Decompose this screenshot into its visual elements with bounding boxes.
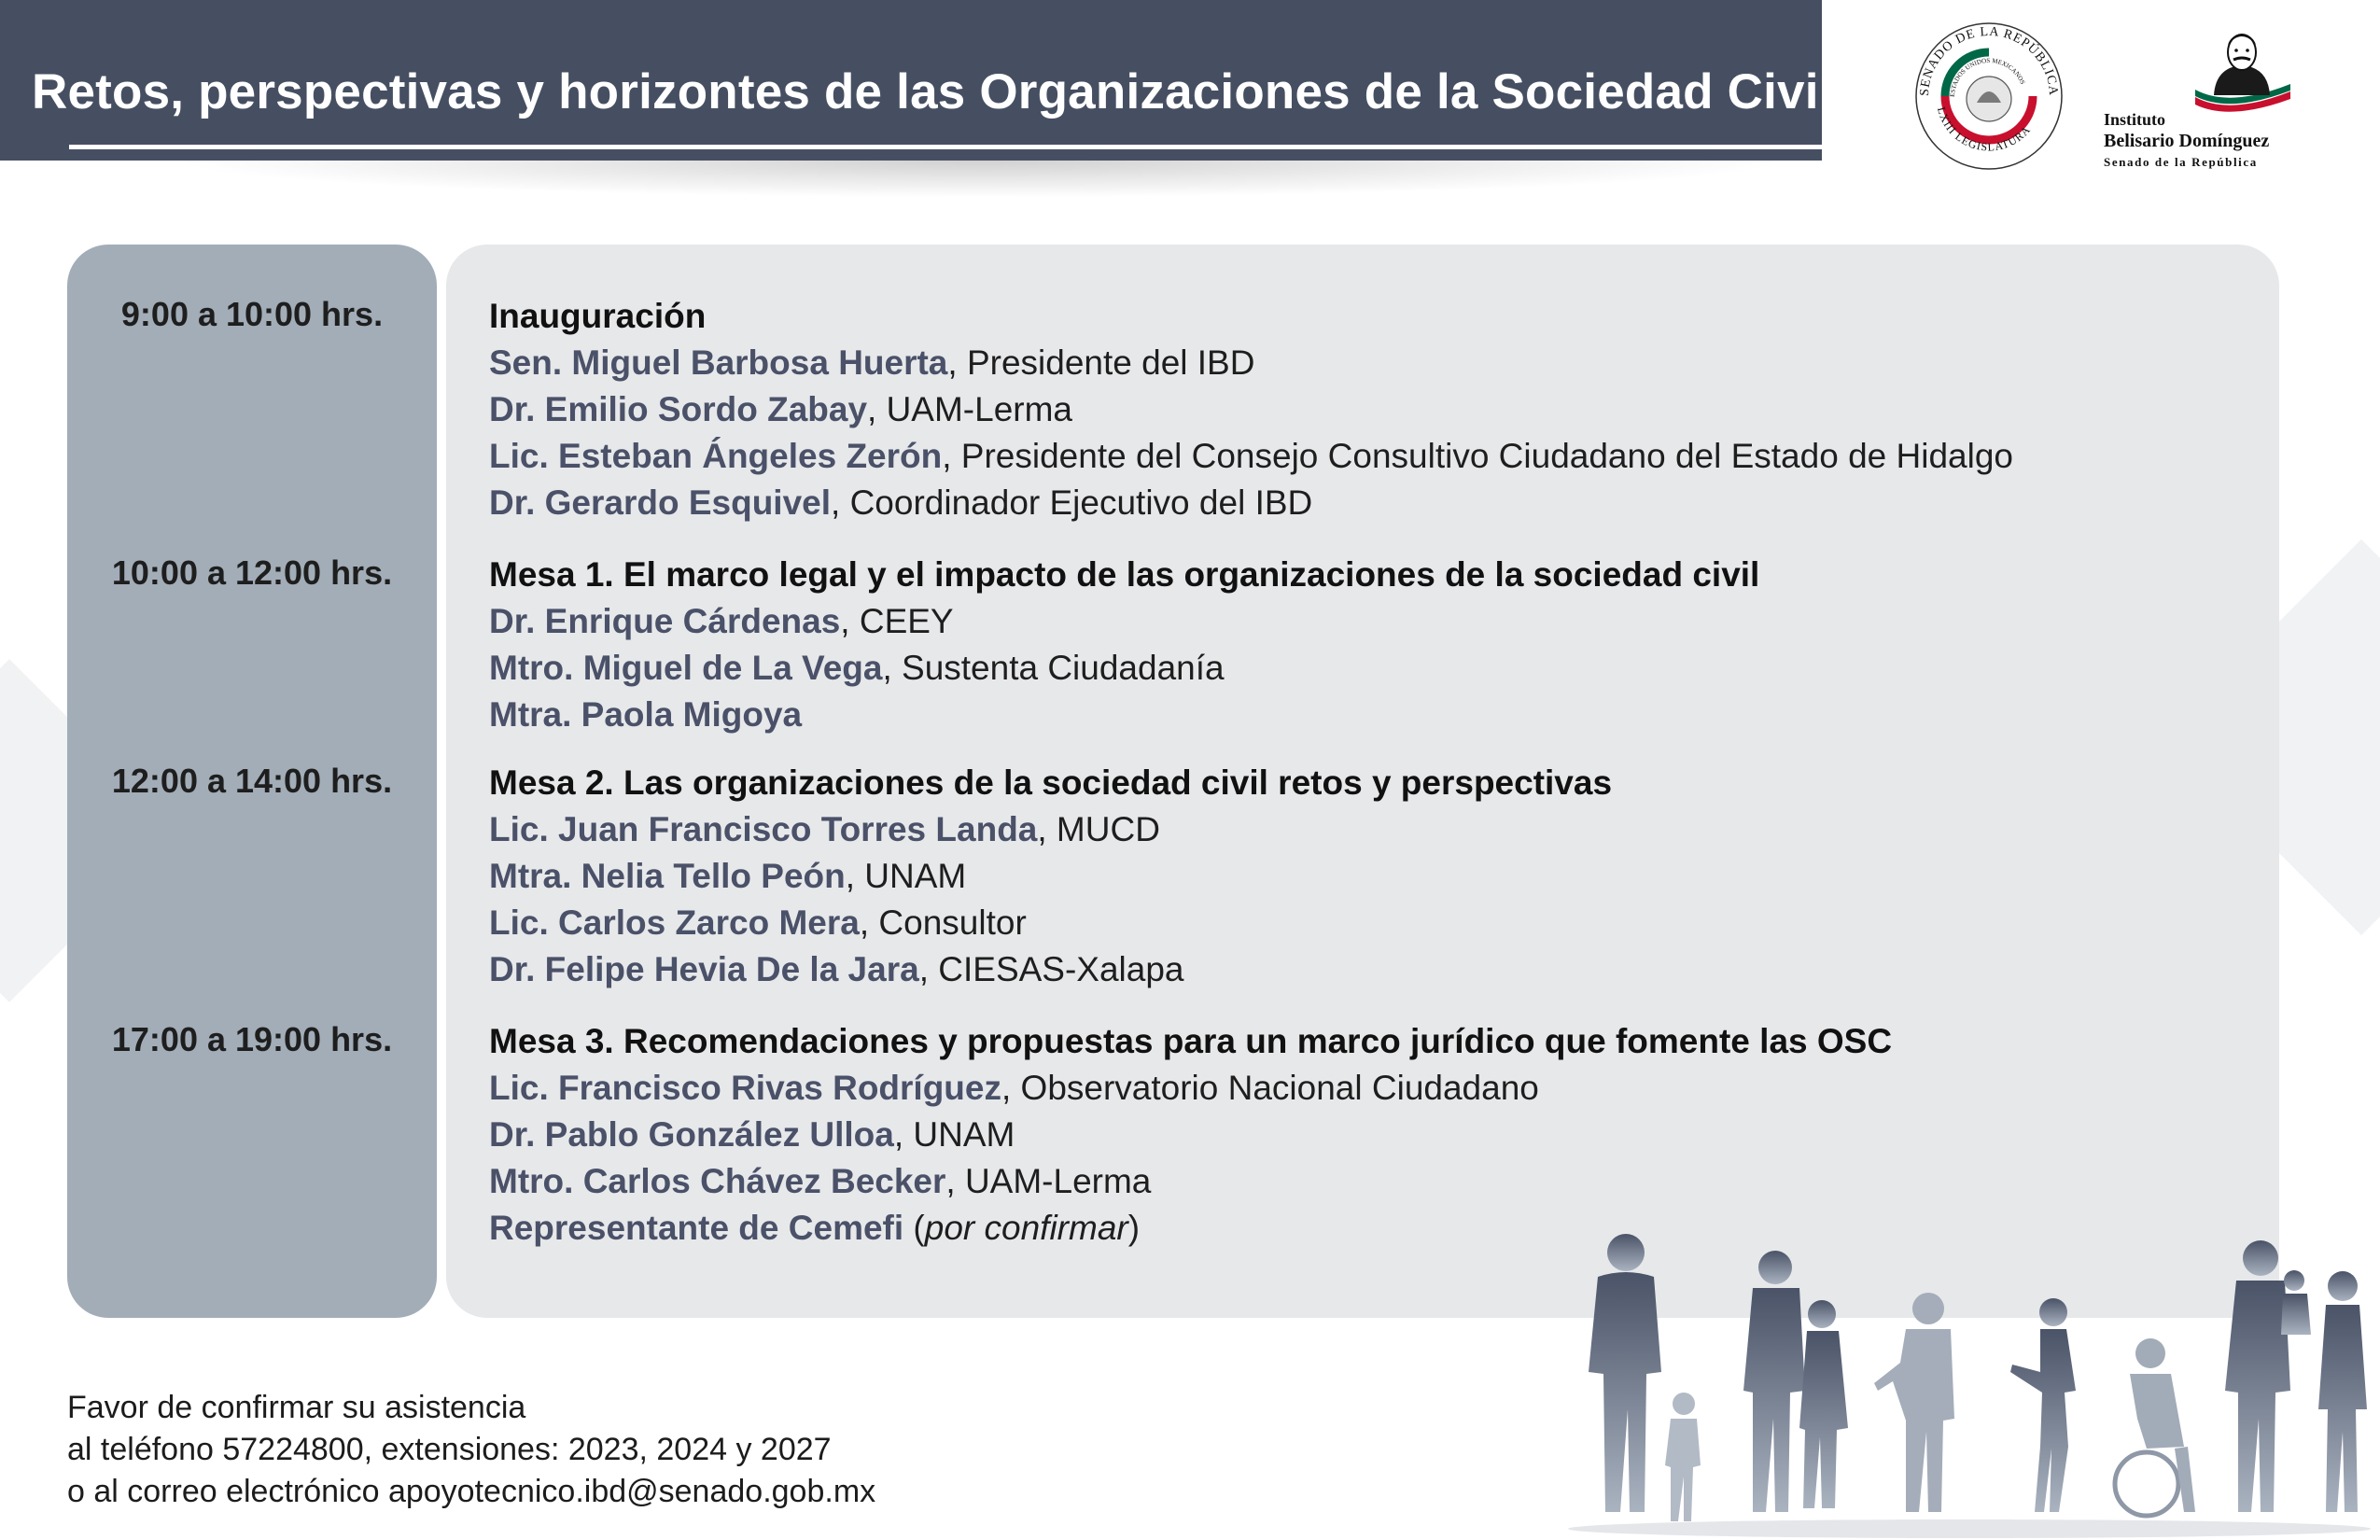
session-time: 17:00 a 19:00 hrs. — [111, 1020, 393, 1058]
page-title: Retos, perspectivas y horizontes de las Organizaciones de la Sociedad Civil — [32, 64, 1833, 119]
speaker-line — [489, 645, 1759, 692]
session-time: 12:00 a 14:00 hrs. — [111, 762, 393, 800]
session-block-mesa-1 — [489, 552, 1759, 738]
speaker-affiliation-prefix: ( — [903, 1209, 925, 1247]
speaker-line — [489, 806, 1612, 853]
speaker-affiliation-suffix: ) — [1127, 1209, 1141, 1247]
speaker-line — [489, 1158, 1892, 1205]
speaker-name: Mtra. Paola Migoya — [489, 695, 803, 734]
speaker-affiliation: , Observatorio Nacional Ciudadano — [1001, 1069, 1539, 1107]
session-title: Inauguración — [489, 297, 707, 335]
session-block-inauguracion — [489, 293, 2013, 526]
session-title: Mesa 1. El marco legal y el impacto de las organizaciones de la sociedad civil — [489, 555, 1760, 594]
session-time: 10:00 a 12:00 hrs. — [111, 553, 393, 592]
session-block-mesa-3 — [489, 1018, 1892, 1252]
ibd-logo-line1: Instituto — [2104, 110, 2166, 129]
people-silhouettes-illustration — [1531, 1232, 2380, 1540]
speaker-line — [489, 480, 2013, 526]
header-divider — [69, 145, 1822, 149]
session-block-mesa-2 — [489, 760, 1612, 993]
speaker-name: Lic. Carlos Zarco Mera — [489, 903, 860, 942]
speaker-line — [489, 692, 1759, 738]
speaker-name: Mtro. Carlos Chávez Becker — [489, 1162, 946, 1200]
speaker-line — [489, 900, 1612, 946]
speaker-name: Dr. Pablo González Ulloa — [489, 1115, 894, 1154]
speaker-name: Lic. Francisco Rivas Rodríguez — [489, 1069, 1001, 1107]
speaker-affiliation: , UAM-Lerma — [867, 390, 1073, 428]
speaker-name: Lic. Esteban Ángeles Zerón — [489, 437, 943, 475]
session-time: 9:00 a 10:00 hrs. — [120, 295, 384, 333]
session-title: Mesa 3. Recomendaciones y propuestas para un marco jurídico que fomente las OSC — [489, 1022, 1893, 1060]
silhouette-man-icon — [1589, 1234, 1661, 1512]
senado-seal-logo — [1911, 19, 2066, 174]
ibd-logo — [2104, 24, 2337, 174]
speaker-name: Representante de Cemefi — [489, 1209, 904, 1247]
speaker-line — [489, 386, 2013, 433]
speaker-name: Dr. Emilio Sordo Zabay — [489, 390, 868, 428]
rsvp-phone-line: al teléfono 57224800, extensiones: 2023, 2024 y 2027 — [67, 1432, 832, 1467]
speaker-affiliation: , MUCD — [1037, 810, 1160, 848]
speaker-affiliation: , Sustenta Ciudadanía — [882, 649, 1225, 687]
speaker-affiliation: , UAM-Lerma — [945, 1162, 1152, 1200]
header-bar — [0, 0, 1833, 161]
speaker-name: Sen. Miguel Barbosa Huerta — [489, 343, 948, 382]
silhouette-wheelchair-icon — [2115, 1338, 2195, 1516]
silhouette-woman-icon — [2010, 1298, 2076, 1512]
speaker-note: por confirmar — [924, 1209, 1128, 1247]
speaker-name: Mtra. Nelia Tello Peón — [489, 857, 846, 895]
speaker-name: Mtro. Miguel de La Vega — [489, 649, 883, 687]
speaker-name: Lic. Juan Francisco Torres Landa — [489, 810, 1038, 848]
silhouette-child-icon — [1665, 1393, 1701, 1521]
speaker-name: Dr. Gerardo Esquivel — [489, 483, 832, 522]
ibd-logo-line3: Senado de la República — [2104, 155, 2258, 169]
ibd-logo-line2: Belisario Domínguez — [2104, 131, 2270, 151]
speaker-affiliation: , Presidente del Consejo Consultivo Ciudadano del Estado de Hidalgo — [942, 437, 2013, 475]
speaker-line — [489, 853, 1612, 900]
speaker-affiliation: , Coordinador Ejecutivo del IBD — [831, 483, 1313, 522]
senado-seal-inner-text: ESTADOS UNIDOS MEXICANOS — [1948, 56, 2027, 98]
rsvp-line: Favor de confirmar su asistencia — [67, 1390, 526, 1425]
rsvp-email-line: o al correo electrónico apoyotecnico.ibd@senado.gob.mx — [67, 1474, 876, 1509]
senado-seal-outer-text: SENADO DE LA REPÚBLICA — [1917, 24, 2061, 97]
silhouette-gesturing-man-icon — [1874, 1293, 1954, 1512]
speaker-name: Dr. Felipe Hevia De la Jara — [489, 950, 919, 988]
speaker-affiliation: , CEEY — [840, 602, 954, 640]
logos — [1904, 19, 2352, 177]
belisario-portrait-icon — [2104, 24, 2337, 118]
speaker-affiliation: , Presidente del IBD — [947, 343, 1255, 382]
speaker-affiliation: , CIESAS-Xalapa — [918, 950, 1184, 988]
speaker-line — [489, 1065, 1892, 1112]
header-shadow — [168, 161, 1792, 198]
speaker-affiliation: , UNAM — [893, 1115, 1015, 1154]
silhouette-couple-icon — [1743, 1251, 1848, 1512]
silhouette-family-icon — [2225, 1240, 2367, 1512]
rsvp-contact-info — [67, 1387, 875, 1513]
speaker-name: Dr. Enrique Cárdenas — [489, 602, 841, 640]
speaker-line — [489, 598, 1759, 645]
senado-seal-bottom-text: LXIII LEGISLATURA — [1934, 105, 2034, 154]
speaker-line — [489, 1112, 1892, 1158]
speaker-line — [489, 433, 2013, 480]
speaker-line — [489, 946, 1612, 993]
speaker-affiliation: , UNAM — [845, 857, 967, 895]
speaker-affiliation: , Consultor — [859, 903, 1027, 942]
speaker-line — [489, 340, 2013, 386]
session-title: Mesa 2. Las organizaciones de la sociedad civil retos y perspectivas — [489, 763, 1613, 802]
